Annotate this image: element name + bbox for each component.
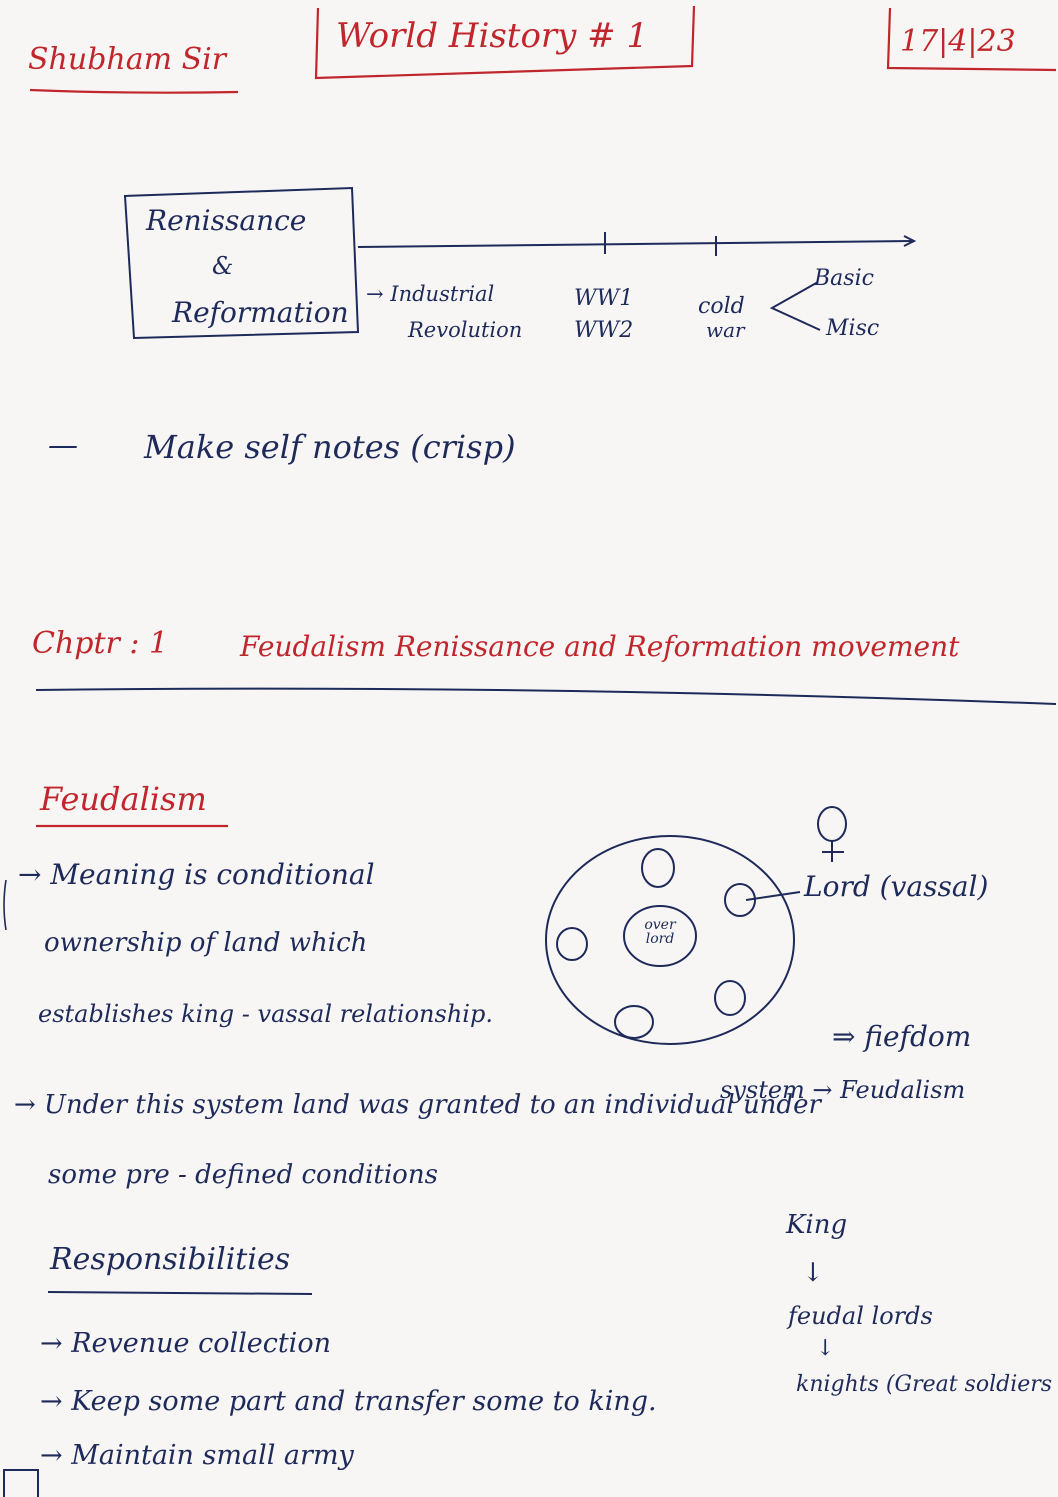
responsibility-item: → Maintain small army bbox=[40, 1440, 354, 1471]
branch-arrow bbox=[772, 282, 820, 330]
meaning-line-1: → Meaning is conditional bbox=[18, 858, 375, 891]
lord-vassal-label: Lord (vassal) bbox=[804, 870, 989, 903]
chapter-label: Chptr : 1 bbox=[32, 626, 169, 661]
person-icon bbox=[818, 807, 846, 841]
cold-label: cold bbox=[698, 294, 745, 319]
hierarchy-arrow-2: ↓ bbox=[816, 1336, 835, 1361]
note-text: Make self notes (crisp) bbox=[144, 428, 516, 466]
industrial-label: → Industrial bbox=[366, 282, 495, 306]
overlord-label: over lord bbox=[644, 917, 676, 947]
hierarchy-knights: knights (Great soldiers bbox=[796, 1372, 1053, 1397]
responsibility-item: → Revenue collection bbox=[40, 1328, 331, 1359]
responsibilities-underline bbox=[48, 1292, 312, 1294]
system-note: system → Feudalism bbox=[720, 1076, 966, 1104]
box-ampersand: & bbox=[212, 252, 234, 280]
meaning-line-2: ownership of land which bbox=[44, 928, 368, 958]
box-renaissance: Renissance bbox=[146, 204, 307, 237]
chapter-title: Feudalism Renissance and Reformation movement bbox=[240, 630, 960, 663]
fiefdom-label: ⇒ fiefdom bbox=[832, 1020, 972, 1053]
misc-label: Misc bbox=[826, 316, 880, 341]
feudalism-heading: Feudalism bbox=[40, 780, 207, 818]
system-line-1: → Under this system land was granted to an individual under bbox=[14, 1090, 821, 1120]
revolution-label: Revolution bbox=[408, 318, 523, 342]
author-underline bbox=[30, 90, 238, 93]
responsibilities-heading: Responsibilities bbox=[50, 1242, 291, 1277]
hierarchy-king: King bbox=[786, 1210, 848, 1240]
ww2-label: WW2 bbox=[574, 318, 634, 343]
box-reformation: Reformation bbox=[172, 296, 349, 329]
author-name: Shubham Sir bbox=[28, 42, 227, 77]
chapter-underline bbox=[36, 689, 1056, 704]
hierarchy-arrow-1: ↓ bbox=[802, 1258, 824, 1288]
note-dash: — bbox=[48, 428, 78, 463]
page-title: World History # 1 bbox=[336, 16, 649, 56]
meaning-line-3: establishes king - vassal relationship. bbox=[38, 1000, 493, 1028]
basic-label: Basic bbox=[814, 266, 874, 291]
responsibility-item: → Keep some part and transfer some to king. bbox=[40, 1386, 657, 1417]
page-date: 17|4|23 bbox=[900, 24, 1016, 59]
ww1-label: WW1 bbox=[574, 286, 634, 311]
war-label: war bbox=[706, 318, 745, 342]
timeline-line bbox=[358, 241, 912, 247]
system-line-2: some pre - defined conditions bbox=[48, 1160, 438, 1190]
hierarchy-lords: feudal lords bbox=[788, 1302, 933, 1330]
